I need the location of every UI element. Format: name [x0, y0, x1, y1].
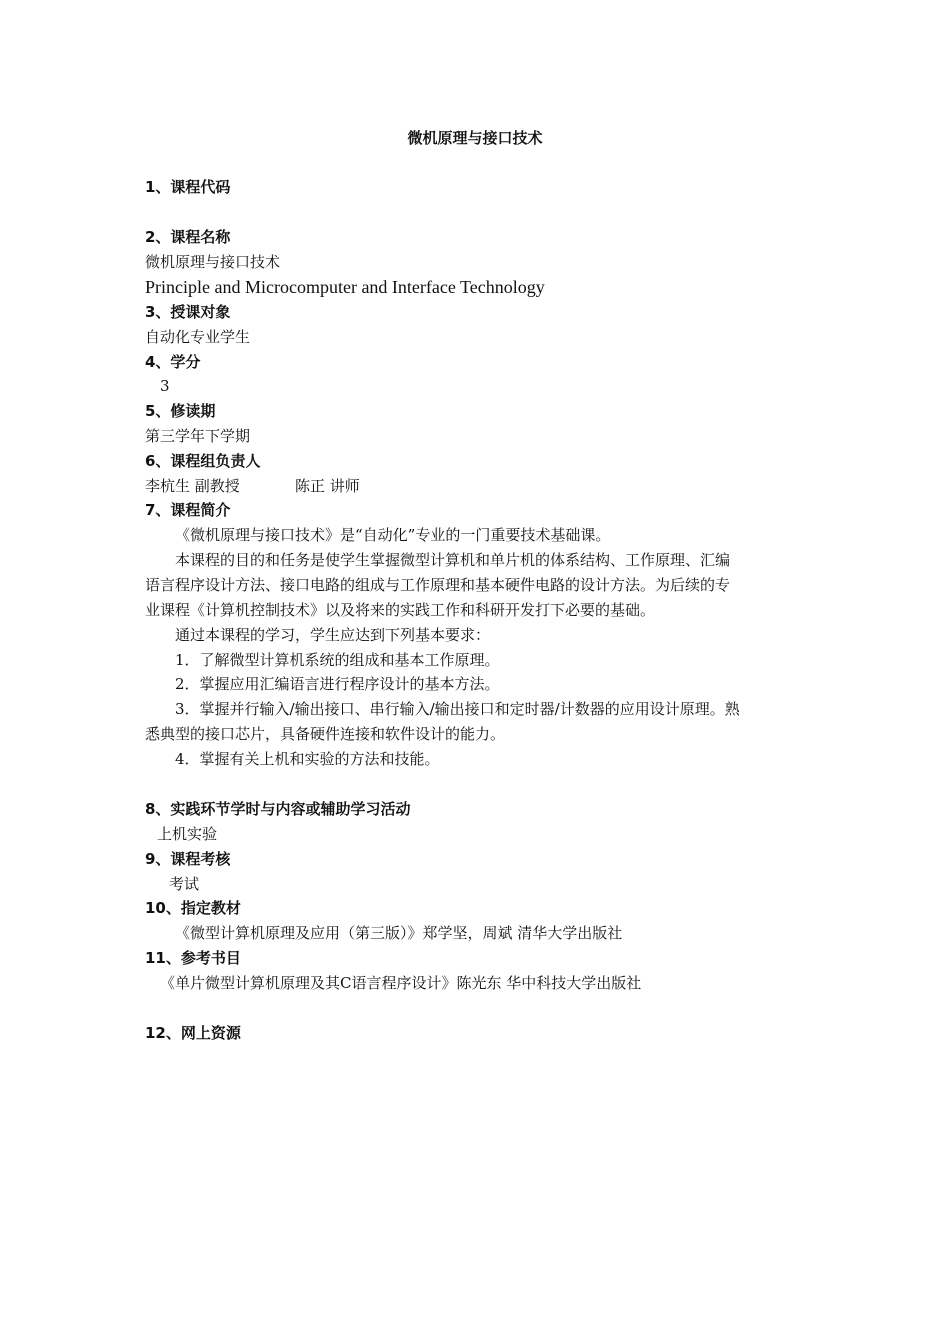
- requirement-4: 4．掌握有关上机和实验的方法和技能。: [175, 750, 440, 768]
- references-text: 《单片微型计算机原理及其C语言程序设计》陈光东 华中科技大学出版社: [160, 974, 642, 992]
- intro-paragraph-2-line-1: 本课程的目的和任务是使学生掌握微型计算机和单片机的体系结构、工作原理、汇编: [175, 551, 731, 569]
- textbook-text: 《微型计算机原理及应用（第三版）》郑学坚，周斌 清华大学出版社: [175, 924, 623, 942]
- section-heading-practice: 8、实践环节学时与内容或辅助学习活动: [145, 800, 411, 818]
- section-heading-references: 11、参考书目: [145, 949, 241, 967]
- section-heading-term: 5、修读期: [145, 402, 216, 420]
- section-heading-course-name: 2、课程名称: [145, 228, 231, 246]
- section-heading-leaders: 6、课程组负责人: [145, 452, 261, 470]
- audience-text: 自动化专业学生: [145, 328, 251, 346]
- intro-paragraph-2-line-3: 业课程《计算机控制技术》以及将来的实践工作和科研开发打下必要的基础。: [145, 601, 656, 619]
- requirement-2: 2．掌握应用汇编语言进行程序设计的基本方法。: [175, 675, 500, 693]
- section-heading-course-code: 1、课程代码: [145, 178, 231, 196]
- section-heading-textbook: 10、指定教材: [145, 899, 241, 917]
- section-heading-assessment: 9、课程考核: [145, 850, 231, 868]
- section-heading-online-resources: 12、网上资源: [145, 1024, 241, 1042]
- document-title: 微机原理与接口技术: [407, 129, 543, 147]
- practice-text: 上机实验: [157, 825, 218, 843]
- intro-paragraph-3: 通过本课程的学习，学生应达到下列基本要求：: [175, 626, 491, 644]
- assessment-text: 考试: [169, 875, 200, 893]
- section-heading-credits: 4、学分: [145, 353, 201, 371]
- leader-1: 李杭生 副教授: [145, 477, 240, 495]
- intro-paragraph-1: 《微机原理与接口技术》是“自动化”专业的一门重要技术基础课。: [175, 526, 611, 544]
- leader-2: 陈正 讲师: [295, 477, 360, 495]
- course-name-en: Principle and Microcomputer and Interface Technology: [145, 277, 545, 297]
- requirement-3-line-2: 悉典型的接口芯片，具备硬件连接和软件设计的能力。: [145, 725, 506, 743]
- section-heading-audience: 3、授课对象: [145, 303, 231, 321]
- course-name-cn: 微机原理与接口技术: [145, 253, 281, 271]
- section-heading-intro: 7、课程简介: [145, 501, 231, 519]
- requirement-3-line-1: 3．掌握并行输入/输出接口、串行输入/输出接口和定时器/计数器的应用设计原理。熟: [175, 700, 740, 718]
- intro-paragraph-2-line-2: 语言程序设计方法、接口电路的组成与工作原理和基本硬件电路的设计方法。为后续的专: [145, 576, 731, 594]
- credits-value: 3: [160, 377, 170, 395]
- term-text: 第三学年下学期: [145, 427, 251, 445]
- requirement-1: 1．了解微型计算机系统的组成和基本工作原理。: [175, 651, 500, 669]
